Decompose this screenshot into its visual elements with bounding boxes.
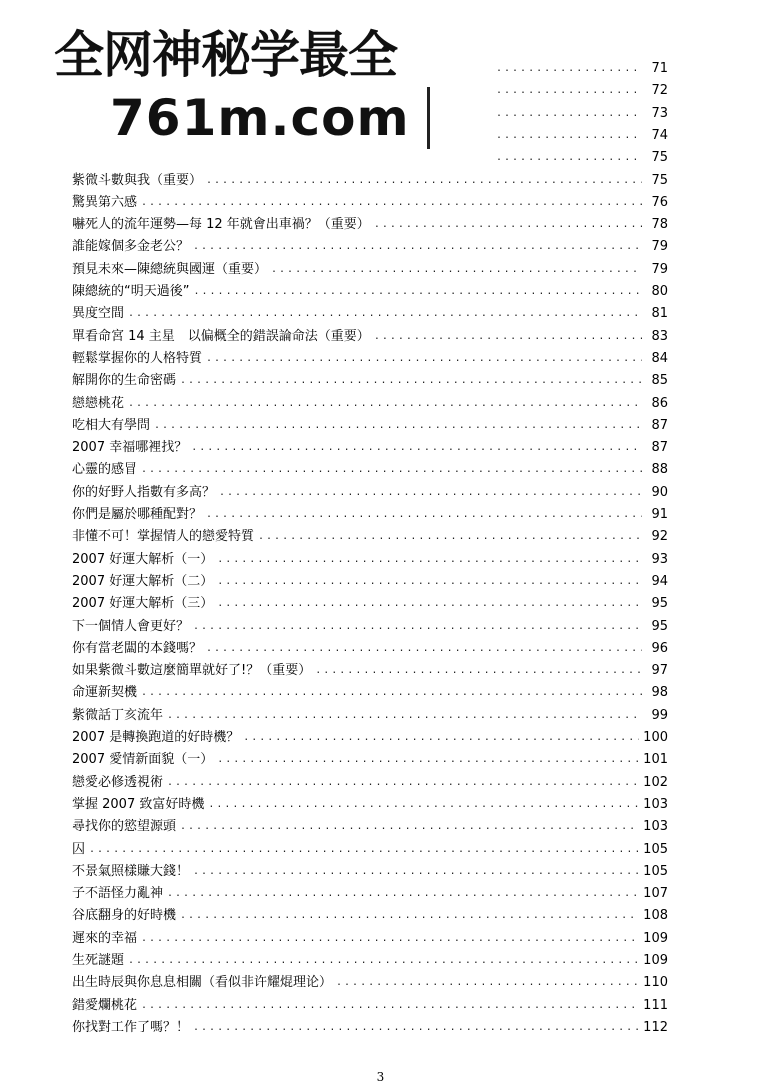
toc-entry-title: 命運新契機 [72, 685, 138, 700]
toc-entry-title: 2007 好運大解析（一） [72, 552, 214, 567]
toc-entry-page: 78 [651, 217, 668, 232]
toc-dot-leader [374, 329, 642, 345]
toc-entry-page: 72 [651, 83, 668, 98]
toc-entry-title: 誰能嫁個多金老公？ [72, 239, 190, 254]
toc-entry[interactable] [72, 615, 668, 635]
toc-dot-leader [206, 351, 642, 367]
toc-dot-leader [154, 418, 642, 434]
toc-dot-leader [180, 819, 639, 835]
toc-dot-leader [217, 574, 642, 590]
toc-entry-page: 74 [651, 128, 668, 143]
toc-entry[interactable] [72, 525, 668, 545]
toc-dot-leader [167, 886, 639, 902]
toc-dot-leader [128, 953, 639, 969]
toc-entry[interactable] [72, 369, 668, 389]
toc-entry-title: 如果紫微斗數這麼簡單就好了!？（重要） [72, 663, 312, 678]
toc-entry-page: 99 [651, 708, 668, 723]
toc-entry-title: 出生時辰與你息息相關（看似非许耀焜理论） [72, 975, 333, 990]
toc-dot-leader [193, 619, 642, 635]
page-number: 3 [376, 1070, 385, 1084]
toc-entry[interactable] [72, 79, 668, 99]
toc-dot-leader [128, 306, 642, 322]
toc-entry[interactable] [72, 392, 668, 412]
toc-entry-title: 尋找你的慾望源頭 [72, 819, 177, 834]
toc-entry[interactable] [72, 169, 668, 189]
toc-entry-title: 遲來的幸福 [72, 931, 138, 946]
toc-entry-page: 103 [643, 797, 668, 812]
toc-dot-leader [141, 462, 642, 478]
toc-entry-title: 陳總統的“明天過後” [72, 284, 190, 299]
toc-dot-leader [193, 864, 639, 880]
toc-dot-leader [206, 173, 642, 189]
toc-entry-title: 戀戀桃花 [72, 396, 125, 411]
toc-dot-leader [496, 61, 642, 77]
toc-dot-leader [243, 730, 639, 746]
toc-entry-title: 你的好野人指數有多高？ [72, 485, 216, 500]
toc-entry[interactable] [72, 838, 668, 858]
toc-entry-page: 83 [651, 329, 668, 344]
toc-entry[interactable] [72, 414, 668, 434]
toc-entry-page: 102 [643, 775, 668, 790]
toc-entry-title: 非懂不可！掌握情人的戀愛特質 [72, 529, 255, 544]
toc-entry[interactable] [72, 258, 668, 278]
toc-entry[interactable] [72, 570, 668, 590]
toc-dot-leader [219, 485, 642, 501]
toc-entry-page: 81 [651, 306, 668, 321]
toc-dot-leader [193, 239, 642, 255]
toc-dot-leader [128, 396, 642, 412]
watermark-text-top: 全网神秘学最全 [54, 26, 397, 84]
toc-entry-page: 80 [651, 284, 668, 299]
toc-entry-page: 76 [651, 195, 668, 210]
toc-entry-title: 紫微斗數與我（重要） [72, 173, 203, 188]
toc-entry-title: 戀愛必修透視術 [72, 775, 164, 790]
toc-entry[interactable] [72, 102, 668, 122]
toc-dot-leader [193, 1020, 639, 1036]
toc-entry-page: 91 [651, 507, 668, 522]
toc-entry[interactable] [72, 503, 668, 523]
toc-entry[interactable] [72, 57, 668, 77]
toc-entry[interactable] [72, 325, 668, 345]
toc-entry[interactable] [72, 1016, 668, 1036]
toc-entry-page: 84 [651, 351, 668, 366]
toc-entry-page: 92 [651, 529, 668, 544]
toc-entry-page: 71 [651, 61, 668, 76]
toc-entry[interactable] [72, 548, 668, 568]
toc-dot-leader [206, 507, 642, 523]
toc-entry-page: 101 [643, 752, 668, 767]
toc-dot-leader [206, 641, 642, 657]
toc-entry-title: 解開你的生命密碼 [72, 373, 177, 388]
toc-entry-page: 88 [651, 462, 668, 477]
toc-entry-title: 下一個情人會更好？ [72, 619, 190, 634]
toc-dot-leader [496, 83, 642, 99]
toc-entry-title: 你找對工作了嗎？！ [72, 1020, 190, 1035]
toc-dot-leader [141, 195, 642, 211]
toc-entry[interactable] [72, 882, 668, 902]
toc-dot-leader [167, 708, 642, 724]
toc-entry[interactable] [72, 704, 668, 724]
toc-dot-leader [208, 797, 639, 813]
toc-entry-title: 囚 [72, 842, 86, 857]
toc-entry-page: 85 [651, 373, 668, 388]
toc-entry[interactable] [72, 748, 668, 768]
toc-entry[interactable] [72, 235, 668, 255]
toc-entry[interactable] [72, 481, 668, 501]
toc-dot-leader [141, 931, 639, 947]
toc-entry-page: 93 [651, 552, 668, 567]
toc-entry[interactable] [72, 436, 668, 456]
toc-entry[interactable] [72, 927, 668, 947]
toc-entry-page: 105 [643, 864, 668, 879]
toc-entry[interactable] [72, 726, 668, 746]
toc-entry-page: 90 [651, 485, 668, 500]
toc-entry-page: 96 [651, 641, 668, 656]
toc-dot-leader [180, 908, 639, 924]
toc-entry-page: 100 [643, 730, 668, 745]
toc-entry[interactable] [72, 681, 668, 701]
toc-entry-title: 2007 是轉換跑道的好時機？ [72, 730, 240, 745]
toc-dot-leader [89, 842, 639, 858]
toc-dot-leader [141, 685, 642, 701]
toc-dot-leader [191, 440, 642, 456]
toc-entry[interactable] [72, 280, 668, 300]
toc-entry-page: 95 [651, 619, 668, 634]
toc-dot-leader [217, 596, 642, 612]
toc-entry[interactable] [72, 659, 668, 679]
toc-entry-page: 107 [643, 886, 668, 901]
toc-entry[interactable] [72, 771, 668, 791]
toc-entry-page: 94 [651, 574, 668, 589]
watermark-text-url: 761m.com [110, 89, 410, 147]
toc-entry-page: 87 [651, 440, 668, 455]
toc-entry-page: 108 [643, 908, 668, 923]
toc-entry[interactable] [72, 458, 668, 478]
toc-entry-title: 輕鬆掌握你的人格特質 [72, 351, 203, 366]
toc-entry-page: 98 [651, 685, 668, 700]
toc-entry-page: 110 [643, 975, 668, 990]
toc-entry-page: 95 [651, 596, 668, 611]
toc-entry-title: 2007 好運大解析（二） [72, 574, 214, 589]
toc-entry-page: 86 [651, 396, 668, 411]
toc-dot-leader [271, 262, 642, 278]
toc-dot-leader [180, 373, 642, 389]
toc-entry[interactable] [72, 815, 668, 835]
toc-dot-leader [141, 998, 639, 1014]
toc-entry[interactable] [72, 592, 668, 612]
toc-dot-leader [496, 150, 642, 166]
toc-entry-page: 103 [643, 819, 668, 834]
toc-entry-title: 谷底翻身的好時機 [72, 908, 177, 923]
toc-entry-title: 異度空間 [72, 306, 125, 321]
toc-dot-leader [167, 775, 639, 791]
toc-entry[interactable] [72, 146, 668, 166]
toc-entry-page: 97 [651, 663, 668, 678]
toc-dot-leader [217, 752, 639, 768]
toc-entry[interactable] [72, 191, 668, 211]
toc-entry[interactable] [72, 213, 668, 233]
toc-dot-leader [496, 128, 642, 144]
toc-entry[interactable] [72, 347, 668, 367]
toc-entry-page: 75 [651, 150, 668, 165]
toc-entry-page: 109 [643, 953, 668, 968]
toc-entry-title: 2007 愛情新面貌（一） [72, 752, 214, 767]
toc-entry-title: 心靈的感冒 [72, 462, 138, 477]
toc-entry[interactable] [72, 904, 668, 924]
toc-entry-page: 79 [651, 262, 668, 277]
toc-entry[interactable] [72, 302, 668, 322]
toc-entry-title: 嚇死人的流年運勢—每 12 年就會出車禍？（重要） [72, 217, 370, 232]
toc-entry[interactable] [72, 994, 668, 1014]
toc-entry-page: 105 [643, 842, 668, 857]
toc-entry-title: 預見未來—陳總統與國運（重要） [72, 262, 268, 277]
toc-entry-page: 79 [651, 239, 668, 254]
toc-entry-title: 生死謎題 [72, 953, 125, 968]
toc-dot-leader [258, 529, 642, 545]
toc-entry-title: 2007 幸福哪裡找？ [72, 440, 188, 455]
toc-entry-title: 你有當老闆的本錢嗎？ [72, 641, 203, 656]
toc-dot-leader [336, 975, 639, 991]
toc-entry-title: 驚異第六感 [72, 195, 138, 210]
toc-dot-leader [374, 217, 642, 233]
toc-entry[interactable] [72, 949, 668, 969]
toc-entry-page: 109 [643, 931, 668, 946]
toc-entry-page: 75 [651, 173, 668, 188]
toc-entry-title: 紫微話丁亥流年 [72, 708, 164, 723]
toc-entry-page: 87 [651, 418, 668, 433]
toc-entry-title: 2007 好運大解析（三） [72, 596, 214, 611]
toc-entry-page: 73 [651, 106, 668, 121]
toc-entry[interactable] [72, 971, 668, 991]
toc-entry-title: 單看命宮 14 主星 以偏概全的錯誤論命法（重要） [72, 329, 370, 344]
toc-entry-title: 子不語怪力亂神 [72, 886, 164, 901]
toc-entry-title: 不景氣照樣賺大錢！ [72, 864, 190, 879]
toc-entry[interactable] [72, 860, 668, 880]
toc-entry-page: 111 [643, 998, 668, 1013]
toc-dot-leader [193, 284, 642, 300]
toc-entry-title: 掌握 2007 致富好時機 [72, 797, 205, 812]
toc-entry[interactable] [72, 124, 668, 144]
toc-entry[interactable] [72, 793, 668, 813]
toc-entry-title: 錯愛爛桃花 [72, 998, 138, 1013]
toc-entry[interactable] [72, 637, 668, 657]
toc-entry-page: 112 [643, 1020, 668, 1035]
toc-entry-title: 吃相大有學問 [72, 418, 151, 433]
toc-dot-leader [315, 663, 642, 679]
toc-dot-leader [217, 552, 642, 568]
toc-entry-title: 你們是屬於哪種配對？ [72, 507, 203, 522]
toc-dot-leader [496, 106, 642, 122]
